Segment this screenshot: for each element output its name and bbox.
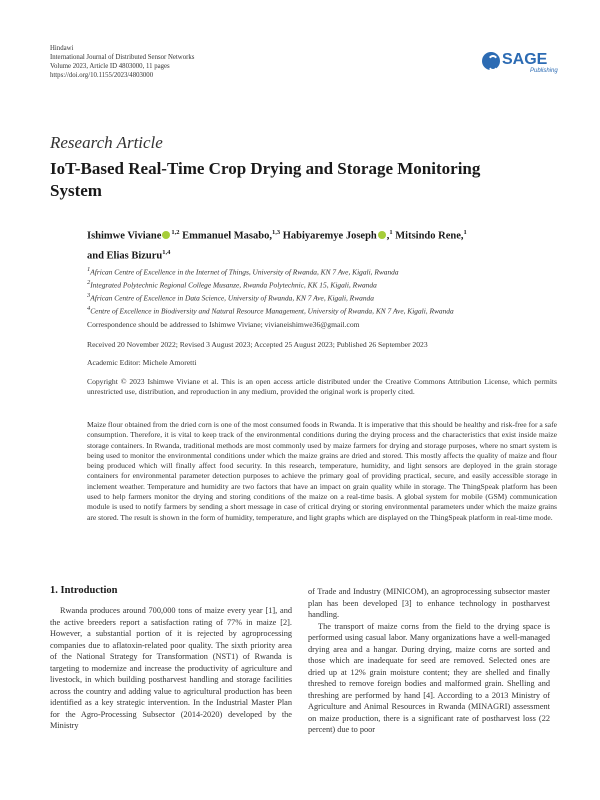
body-paragraph: of Trade and Industry (MINICOM), an agroprocessing subsector master plan has been developed [3] to enhance technology in postharvest handling. xyxy=(308,587,550,619)
author-name: Ishimwe Viviane xyxy=(87,230,162,242)
orcid-icon[interactable] xyxy=(378,231,386,239)
copyright-notice: Copyright © 2023 Ishimwe Viviane et al. This is an open access article distributed under the Creative Commons Attribution License, which permits unrestricted use, distribution, and reproduction in any medium, provided the original work is properly cited. xyxy=(87,377,557,397)
sage-logo-icon xyxy=(482,52,500,70)
author-affil-sup: 1,3 xyxy=(271,229,281,236)
author-affil-sup: 1 xyxy=(463,229,467,236)
volume-info: Volume 2023, Article ID 4803000, 11 pages xyxy=(50,63,170,70)
body-paragraph: The transport of maize corns from the field to the drying space is performed using casual labor. Many organizations have a well-managed drying area and a hangar. During drying, maize corns are sorted and those which are inadequate for seed are removed. Selected ones are dried up at 12% grain moisture content; they are shelled and finally threshed to remove foreign bodies and malformed grain. Shelling and threshing are performed by hand [4]. According to a 2013 Ministry of Agriculture and Animal Resources in Rwanda (MINAGRI) assessment on maize production, there is a significant rate of postharvest loss (22 percent) due to poor xyxy=(308,621,550,734)
author-name: Habiyaremye Joseph xyxy=(282,230,377,242)
author-affil-sup: 1,2 xyxy=(171,229,180,236)
affiliation-text: Integrated Polytechnic Regional College Musanze, Rwanda Polytechnic, KK 15, Kigali, Rwanda xyxy=(90,280,377,290)
article-title: IoT-Based Real-Time Crop Drying and Storage Monitoring System xyxy=(50,159,481,200)
academic-editor: Academic Editor: Michele Amoretti xyxy=(87,358,197,367)
sage-logo-subtext: Publishing xyxy=(530,68,558,74)
author-name: and Elias Bizuru xyxy=(87,250,163,261)
author-list: Ishimwe Viviane $^{1,2}$ Emmanuel Masabo,$^{1,3}$ Habiyaremye Joseph ,$^1$ Mitsindo Rene,$^1$ and Elias Bizuru$^{1,4}$ xyxy=(87,229,467,261)
doi-link[interactable]: https://doi.org/10.1155/2023/4803000 xyxy=(50,72,154,79)
affiliation-text: African Centre of Excellence in Data Science, University of Rwanda, KN 7 Ave, Kigali, Rwanda xyxy=(90,293,374,303)
article-type: Research Article xyxy=(50,133,163,152)
correspondence: Correspondence should be addressed to Ishimwe Viviane; vivianeishimwe36@gmail.com xyxy=(87,320,360,329)
author-name: Emmanuel Masabo, xyxy=(182,230,272,242)
affiliation-item xyxy=(87,278,557,291)
abstract: Maize flour obtained from the dried corn is one of the most consumed foods in Rwanda. It is imperative that this should be healthy and risk-free for a safe consumption. Therefore, it is vital to keep track of the environmental conditions during the drying process and the characteristics that exist inside maize storage containers. In Rwanda, traditional methods are most commonly used by maize farmers for drying and storage purposes, where no smart system is being used to monitor the environmental conditions under which the maize grains are dried and stored. This mostly affects the quality of maize and flour being produced which will finally affect food security. In this research, temperature, humidity, and light sensors are deployed in the grain storage containers for environmental parameter detection purposes to achieve the primary goal of providing practical, secure, and easily accessible storage in inclement weather. Temperature and humidity are two factors that have an impact on grain quality while in storage. The ThingSpeak platform has been used to help farmers monitor the drying and storing conditions of the maize on a real-time basis. A global system for mobile (GSM) communication module is used to notify farmers by sending a short message in case of critical drying or storing environmental parameters under which the maize grains are stored. The result is shown in the form of humidity, temperature, and light graphs which are displayed on the ThingSpeak platform in real-time mode. xyxy=(87,420,557,522)
journal-name: International Journal of Distributed Sensor Networks xyxy=(50,54,195,61)
affiliation-number: 4 xyxy=(87,304,91,312)
affiliation-item xyxy=(87,265,557,278)
body-column-left: Rwanda produces around 700,000 tons of maize every year [1], and the active breeders report a satisfaction rating of 77% in maize [2]. However, a substantial portion of it is rejected by agroprocessing companies due to aflatoxin-related poor quality. The sixth priority area of the National Strategy for Transformation (NST1) of Rwanda is targeting to modernize and increase the productivity of agriculture and livestock, in which building postharvest handling and storage facilities across the country and adding value to agricultural production has been identified as a key strategic intervention. In the Industrial Master Plan for the Agro-Processing Subsector (2014-2020) developed by the Ministry xyxy=(50,606,292,730)
author-affil-sup: 1,4 xyxy=(162,248,171,256)
journal-header xyxy=(50,44,194,80)
sage-logo-text: SAGE xyxy=(502,51,548,68)
affiliation-text: Centre of Excellence in Biodiversity and Natural Resource Management, University of Rwanda, KN 7 Ave, Kigali, Rwanda xyxy=(90,306,454,316)
author-name: Mitsindo Rene, xyxy=(395,230,464,242)
affiliation-number: 3 xyxy=(87,291,91,299)
orcid-icon[interactable] xyxy=(162,231,170,239)
section-heading: 1. Introduction xyxy=(50,585,118,596)
affiliation-item xyxy=(87,304,557,317)
affiliation-number: 2 xyxy=(87,278,91,286)
author-affil-sup: 1 xyxy=(389,229,393,236)
publication-dates: Received 20 November 2022; Revised 3 August 2023; Accepted 25 August 2023; Published 26 September 2023 xyxy=(87,340,428,349)
affiliation-number: 1 xyxy=(87,266,91,273)
affiliation-text: African Centre of Excellence in the Internet of Things, University of Rwanda, KN 7 Ave, Kigali, Rwanda xyxy=(90,267,399,277)
body-column-right xyxy=(308,586,550,736)
affiliations xyxy=(87,265,557,317)
affiliation-item xyxy=(87,291,557,304)
publisher-name: Hindawi xyxy=(50,45,74,52)
